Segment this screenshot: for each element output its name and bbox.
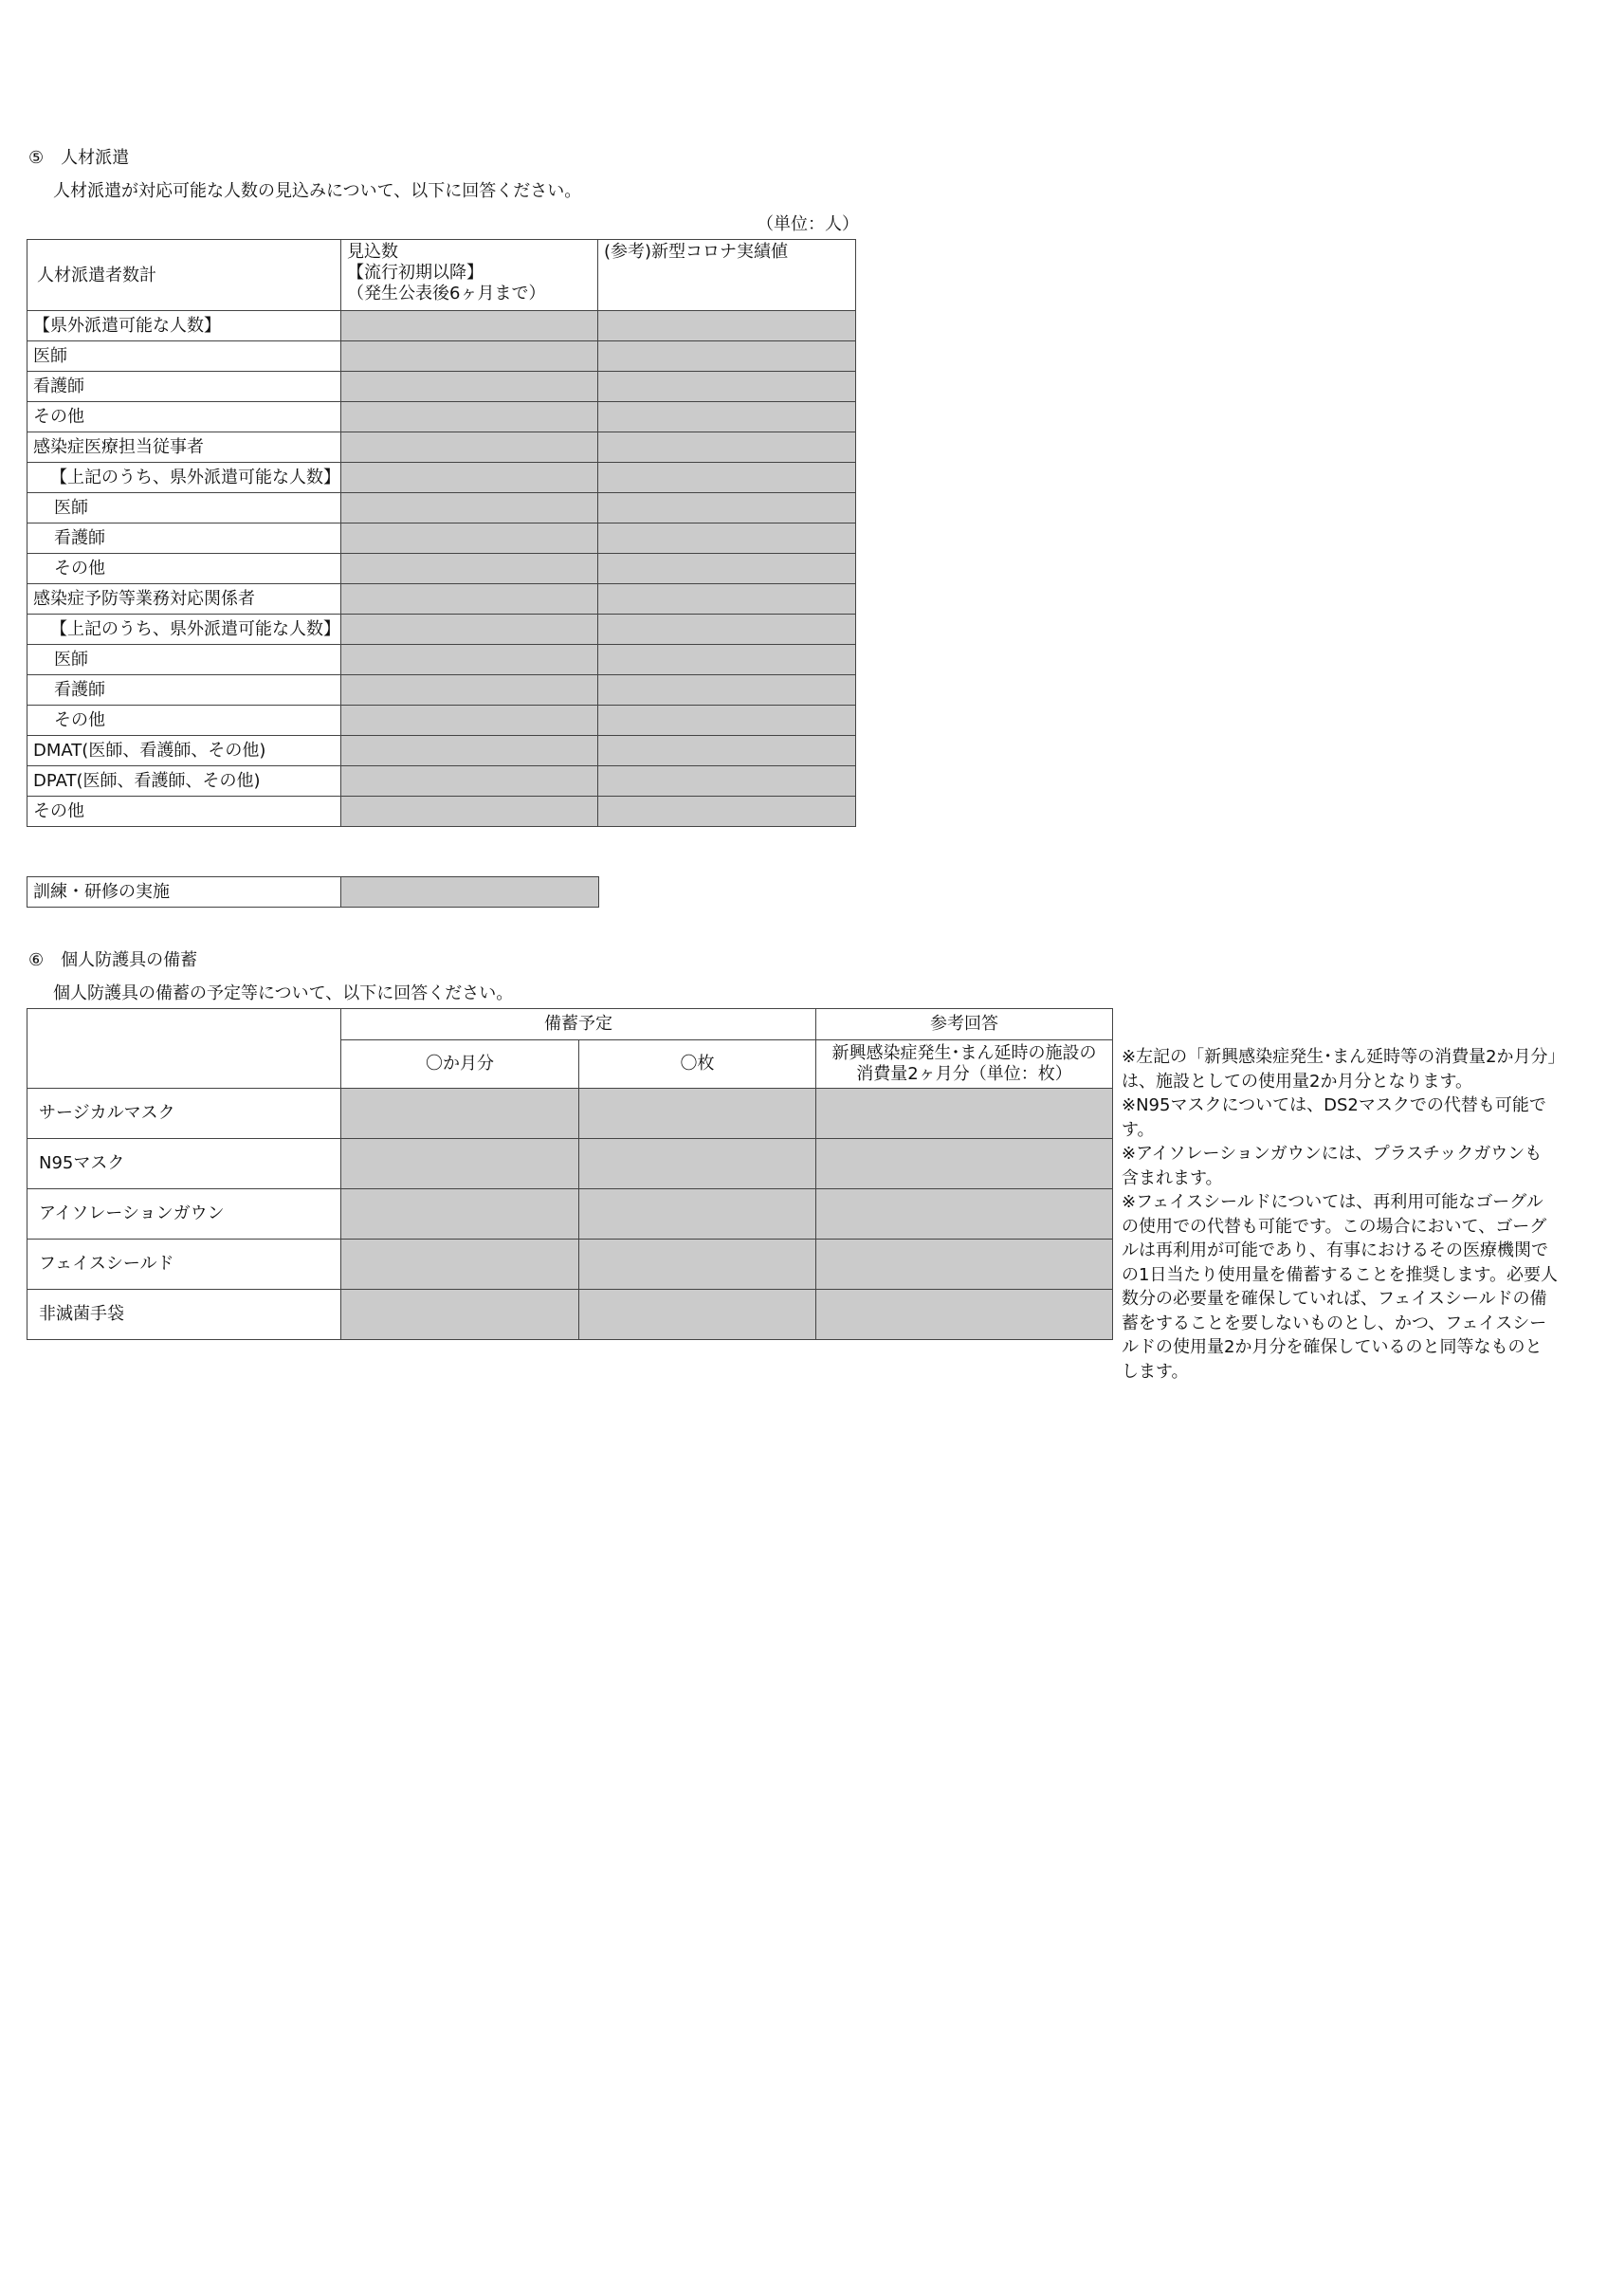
- reference-input-cell[interactable]: [598, 463, 856, 493]
- row-label: 医師: [27, 341, 341, 372]
- table-row: [27, 706, 856, 736]
- consumption-input-cell[interactable]: [816, 1089, 1113, 1139]
- table-row: [27, 523, 856, 554]
- table-row: [27, 1189, 1113, 1240]
- header-consumption: [816, 1040, 1113, 1089]
- table-row: [27, 645, 856, 675]
- estimate-input-cell[interactable]: [341, 645, 598, 675]
- estimate-input-cell[interactable]: [341, 372, 598, 402]
- unit-label: （単位：人）: [757, 214, 859, 234]
- estimate-input-cell[interactable]: [341, 766, 598, 797]
- row-label: 【上記のうち、県外派遣可能な人数】: [27, 615, 341, 645]
- ppe-notes: [1122, 1045, 1579, 1384]
- training-table: [27, 876, 599, 908]
- header-total-dispatch: 人材派遣者数計: [27, 240, 341, 311]
- header-estimate-line2: 【流行初期以降】: [347, 263, 484, 283]
- row-label: 看護師: [27, 675, 341, 706]
- note-line: は、施設としての使用量2か月分となります。: [1122, 1071, 1473, 1092]
- sheets-input-cell[interactable]: [579, 1089, 816, 1139]
- row-label: 看護師: [27, 372, 341, 402]
- reference-input-cell[interactable]: [598, 402, 856, 432]
- consumption-input-cell[interactable]: [816, 1189, 1113, 1240]
- note-line: します。: [1122, 1361, 1189, 1382]
- estimate-input-cell[interactable]: [341, 584, 598, 615]
- reference-input-cell[interactable]: [598, 432, 856, 463]
- row-label: 【県外派遣可能な人数】: [27, 311, 341, 341]
- header-months: 〇か月分: [341, 1040, 579, 1089]
- dispatch-table: [27, 239, 856, 827]
- table-row: [27, 402, 856, 432]
- estimate-input-cell[interactable]: [341, 615, 598, 645]
- section5-title: ⑤ 人材派遣: [28, 148, 130, 168]
- estimate-input-cell[interactable]: [341, 432, 598, 463]
- header-reference-answer: 参考回答: [816, 1009, 1113, 1040]
- sheets-input-cell[interactable]: [579, 1290, 816, 1340]
- reference-input-cell[interactable]: [598, 675, 856, 706]
- ppe-item-label: フェイスシールド: [27, 1240, 341, 1290]
- consumption-input-cell[interactable]: [816, 1290, 1113, 1340]
- table-row: [27, 584, 856, 615]
- ppe-item-label: N95マスク: [27, 1139, 341, 1189]
- table-row: [27, 615, 856, 645]
- reference-input-cell[interactable]: [598, 736, 856, 766]
- section6-title: ⑥ 個人防護具の備蓄: [28, 950, 198, 970]
- header-estimate-line3: （発生公表後6ヶ月まで）: [347, 284, 546, 303]
- row-label: 医師: [27, 645, 341, 675]
- months-input-cell[interactable]: [341, 1139, 579, 1189]
- note-line: ※フェイスシールドについては、再利用可能なゴーグル: [1122, 1192, 1543, 1212]
- table-row: [27, 675, 856, 706]
- reference-input-cell[interactable]: [598, 584, 856, 615]
- reference-input-cell[interactable]: [598, 311, 856, 341]
- estimate-input-cell[interactable]: [341, 402, 598, 432]
- note-line: ※左記の「新興感染症発生･まん延時等の消費量2か月分」: [1122, 1047, 1565, 1067]
- table-row: [27, 372, 856, 402]
- reference-input-cell[interactable]: [598, 341, 856, 372]
- note-line: の1日当たり使用量を備蓄することを推奨します。必要人: [1122, 1264, 1559, 1285]
- reference-input-cell[interactable]: [598, 615, 856, 645]
- table-row: [27, 1139, 1113, 1189]
- reference-input-cell[interactable]: [598, 493, 856, 523]
- note-line: ルは再利用が可能であり、有事におけるその医療機関で: [1122, 1240, 1548, 1260]
- estimate-input-cell[interactable]: [341, 706, 598, 736]
- header-sheets: 〇枚: [579, 1040, 816, 1089]
- reference-input-cell[interactable]: [598, 766, 856, 797]
- estimate-input-cell[interactable]: [341, 311, 598, 341]
- ppe-table: [27, 1008, 1113, 1340]
- reference-input-cell[interactable]: [598, 645, 856, 675]
- months-input-cell[interactable]: [341, 1189, 579, 1240]
- section6-instruction: 個人防護具の備蓄の予定等について、以下に回答ください。: [53, 983, 514, 1003]
- sheets-input-cell[interactable]: [579, 1240, 816, 1290]
- row-label: DMAT(医師、看護師、その他): [27, 736, 341, 766]
- reference-input-cell[interactable]: [598, 706, 856, 736]
- reference-input-cell[interactable]: [598, 554, 856, 584]
- table-row: [27, 797, 856, 827]
- estimate-input-cell[interactable]: [341, 675, 598, 706]
- row-label: DPAT(医師、看護師、その他): [27, 766, 341, 797]
- estimate-input-cell[interactable]: [341, 493, 598, 523]
- header-stock-plan: 備蓄予定: [341, 1009, 816, 1040]
- header-estimate: [341, 240, 598, 311]
- ppe-header-row1: [27, 1009, 1113, 1040]
- note-line: ルドの使用量2か月分を確保しているのと同等なものと: [1122, 1337, 1543, 1357]
- row-label: 看護師: [27, 523, 341, 554]
- table-row: [27, 493, 856, 523]
- table-row: [27, 463, 856, 493]
- note-line: ※N95マスクについては、DS2マスクでの代替も可能です。: [1122, 1095, 1546, 1140]
- ppe-item-label: アイソレーションガウン: [27, 1189, 341, 1240]
- ppe-header-blank: [27, 1009, 341, 1089]
- note-line: 蓄をすることを要しないものとし、かつ、フェイスシー: [1122, 1313, 1547, 1333]
- header-consumption-line2: 消費量2ヶ月分（単位：枚）: [856, 1064, 1072, 1084]
- table-row: [27, 1290, 1113, 1340]
- table-row: [27, 554, 856, 584]
- consumption-input-cell[interactable]: [816, 1240, 1113, 1290]
- row-label: 感染症予防等業務対応関係者: [27, 584, 341, 615]
- table-row: [27, 341, 856, 372]
- row-label: 医師: [27, 493, 341, 523]
- table-row: [27, 311, 856, 341]
- table-row: [27, 1240, 1113, 1290]
- estimate-input-cell[interactable]: [341, 463, 598, 493]
- table-row: [27, 877, 599, 908]
- row-label: その他: [27, 554, 341, 584]
- table-row: [27, 766, 856, 797]
- row-label: 感染症医療担当従事者: [27, 432, 341, 463]
- reference-input-cell[interactable]: [598, 523, 856, 554]
- note-line: ※アイソレーションガウンには、プラスチックガウンも: [1122, 1144, 1543, 1164]
- months-input-cell[interactable]: [341, 1290, 579, 1340]
- ppe-item-label: サージカルマスク: [27, 1089, 341, 1139]
- sheets-input-cell[interactable]: [579, 1189, 816, 1240]
- estimate-input-cell[interactable]: [341, 736, 598, 766]
- training-input-cell[interactable]: [341, 877, 599, 908]
- estimate-input-cell[interactable]: [341, 523, 598, 554]
- header-estimate-line1: 見込数: [347, 242, 398, 262]
- consumption-input-cell[interactable]: [816, 1139, 1113, 1189]
- ppe-item-label: 非滅菌手袋: [27, 1290, 341, 1340]
- estimate-input-cell[interactable]: [341, 554, 598, 584]
- estimate-input-cell[interactable]: [341, 341, 598, 372]
- months-input-cell[interactable]: [341, 1240, 579, 1290]
- training-label: 訓練・研修の実施: [27, 877, 341, 908]
- header-consumption-line1: 新興感染症発生･まん延時の施設の: [831, 1043, 1097, 1063]
- dispatch-table-header: [27, 240, 856, 311]
- note-line: 数分の必要量を確保していれば、フェイスシールドの備: [1122, 1289, 1547, 1309]
- sheets-input-cell[interactable]: [579, 1139, 816, 1189]
- row-label: その他: [27, 402, 341, 432]
- note-line: 含まれます。: [1122, 1167, 1223, 1188]
- reference-input-cell[interactable]: [598, 372, 856, 402]
- months-input-cell[interactable]: [341, 1089, 579, 1139]
- row-label: その他: [27, 797, 341, 827]
- row-label: その他: [27, 706, 341, 736]
- header-covid-reference: (参考)新型コロナ実績値: [598, 240, 856, 311]
- row-label: 【上記のうち、県外派遣可能な人数】: [27, 463, 341, 493]
- reference-input-cell[interactable]: [598, 797, 856, 827]
- section5-instruction: 人材派遣が対応可能な人数の見込みについて、以下に回答ください。: [53, 181, 582, 201]
- table-row: [27, 736, 856, 766]
- table-row: [27, 432, 856, 463]
- note-line: の使用での代替も可能です。この場合において、ゴーグ: [1122, 1216, 1547, 1237]
- table-row: [27, 1089, 1113, 1139]
- estimate-input-cell[interactable]: [341, 797, 598, 827]
